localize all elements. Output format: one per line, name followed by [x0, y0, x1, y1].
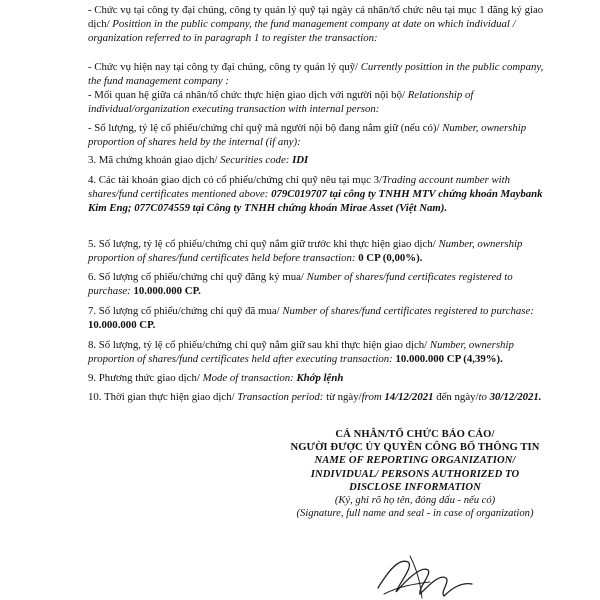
item-trading-accounts: 4. Các tài khoản giao dịch có cổ phiếu/chứng chỉ quỹ nêu tại mục 3/Trading account number with shares/fund certificates mentioned above: 079C019707 tại công ty TNHH MTV chứng khoán Maybank Kim Eng; 077C074559 tại Công ty TNHH chứng khoán Mirae Asset (Việt Nam).	[88, 174, 543, 214]
signature-note-vi: (Ký, ghi rõ họ tên, đóng dấu - nếu có)	[334, 495, 496, 507]
signature-block	[250, 428, 580, 520]
item-securities-code: 3. Mã chứng khoán giao dịch/ Securities code: IDI	[88, 154, 309, 166]
item-holdings-before: 5. Số lượng, tỷ lệ cổ phiếu/chứng chỉ quỹ nắm giữ trước khi thực hiện giao dịch/ Number, ownership proportion of shares/fund certificates held before transaction: 0 CP (0,00%).	[88, 238, 523, 264]
handwritten-signature	[370, 548, 480, 600]
signature-title-en-2: INDIVIDUAL/ PERSONS AUTHORIZED TO	[310, 468, 520, 480]
item-purchased: 7. Số lượng cổ phiếu/chứng chỉ quỹ đã mua/ Number of shares/fund certificates registered to purchase: 10.000.000 CP.	[88, 305, 534, 331]
item-registered-purchase: 6. Số lượng cổ phiếu/chứng chỉ quỹ đăng ký mua/ Number of shares/fund certificates registered to purchase: 10.000.000 CP.	[88, 271, 513, 297]
item-holdings-after: 8. Số lượng, tỷ lệ cổ phiếu/chứng chỉ quỹ nắm giữ sau khi thực hiện giao dịch/ Number, ownership proportion of shares/fund certificates held after executing transaction: 10.000.000 CP (4,39%).	[88, 339, 514, 365]
item-current-position: - Chức vụ hiện nay tại công ty đại chúng, công ty quản lý quỹ/ Currently posittion in the public company, the fund management company :	[88, 61, 544, 87]
signature-title-vi-1: CÁ NHÂN/TỔ CHỨC BÁO CÁO/	[335, 429, 495, 440]
signature-title-en-3: DISCLOSE INFORMATION	[349, 481, 481, 493]
item-transaction-mode: 9. Phương thức giao dịch/ Mode of transaction: Khớp lệnh	[88, 372, 344, 384]
item-transaction-period: 10. Thời gian thực hiện giao dịch/ Transaction period: từ ngày/from 14/12/2021 đến ngày/to 30/12/2021.	[88, 391, 542, 403]
item-internal-holdings: - Số lượng, tỷ lệ cổ phiếu/chứng chỉ quỹ mà người nội bộ đang nắm giữ (nếu có)/ Number, ownership proportion of shares held by the internal (if any):	[88, 122, 527, 148]
item-position-at-registration: - Chức vụ tại công ty đại chúng, công ty quản lý quỹ tại ngày cá nhân/tổ chức nêu tại mục 1 đăng ký giao dịch/ Posittion in the public company, the fund management company at date on which individual / organization referred to in paragraph 1 to register the transaction:	[88, 4, 544, 44]
item-relationship: - Mối quan hệ giữa cá nhân/tổ chức thực hiện giao dịch với người nội bộ/ Relationship of individual/organization executing transaction with internal person:	[88, 89, 474, 115]
signature-title-en-1: NAME OF REPORTING ORGANIZATION/	[314, 455, 516, 467]
signature-title-vi-2: NGƯỜI ĐƯỢC ỦY QUYỀN CÔNG BỐ THÔNG TIN	[290, 442, 540, 454]
signature-note-en: (Signature, full name and seal - in case of organization)	[296, 508, 534, 520]
